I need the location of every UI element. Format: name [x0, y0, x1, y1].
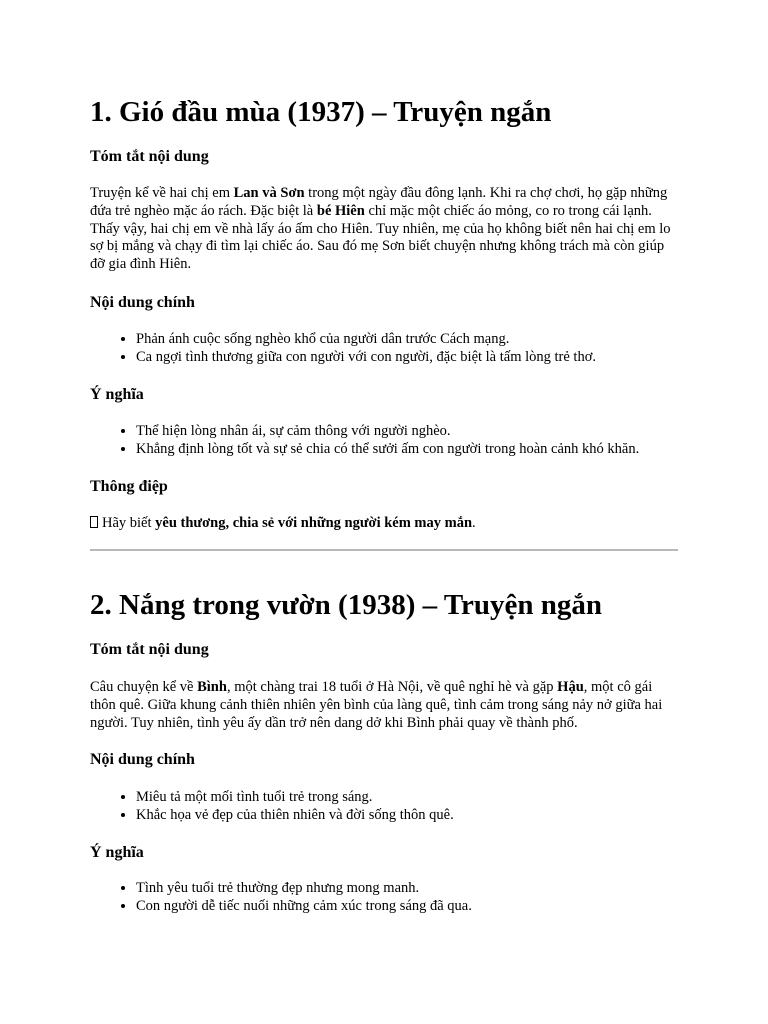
list-item: • Ca ngợi tình thương giữa con người với con người, đặc biệt là tấm lòng trẻ thơ. [136, 349, 596, 367]
summary-bold-text: Bình [197, 679, 227, 695]
section-1-meaning-list [90, 423, 639, 459]
list-item: • Phản ánh cuộc sống nghèo khổ của người dân trước Cách mạng. [136, 331, 596, 349]
section-1-message-heading: Thông điệp [90, 478, 168, 495]
summary-bold-text: Lan và Sơn [233, 185, 305, 201]
section-2-meaning-heading: Ý nghĩa [90, 844, 144, 861]
list-item: • Con người dễ tiếc nuối những cảm xúc trong sáng đã qua. [136, 898, 472, 916]
section-1-content-list [90, 331, 596, 367]
summary-text: Câu chuyện kể về [90, 679, 198, 695]
message-text: Hãy biết [102, 515, 156, 531]
section-1-content-heading: Nội dung chính [90, 294, 195, 311]
summary-text: trong một ngày đầu đông lạnh. Khi ra chợ chơi, họ gặp những đứa trẻ nghèo mặc áo rách. Đặc biệt là [90, 185, 668, 219]
section-2-summary-paragraph [90, 679, 680, 732]
summary-text: , một cô gái thôn quê. Giữa khung cảnh thiên nhiên yên bình của làng quê, tình cảm trong sáng nảy nở giữa hai người. Tuy nhiên, tình yêu ấy dần trở nên dang dở khi Bình phải quay về thành phố. [90, 679, 663, 731]
message-text: . [472, 515, 476, 531]
missing-glyph-icon [90, 516, 98, 528]
section-1-title: 1. Gió đầu mùa (1937) – Truyện ngắn [90, 96, 552, 128]
section-1-summary-paragraph [90, 185, 680, 274]
summary-text: chỉ mặc một chiếc áo mỏng, co ro trong cái lạnh. Thấy vậy, hai chị em về nhà lấy áo ấm cho Hiên. Tuy nhiên, mẹ của họ không biết nên hai chị em lo sợ bị mắng và chạy đi tìm lại chiếc áo. Sau đó mẹ Sơn biết chuyện nhưng không trách mà còn giúp đỡ gia đình Hiên. [90, 202, 671, 273]
section-2-content-heading: Nội dung chính [90, 751, 195, 768]
list-item: • Thể hiện lòng nhân ái, sự cảm thông với người nghèo. [136, 423, 639, 441]
section-1-message-paragraph [90, 515, 476, 533]
list-item: • Khắc họa vẻ đẹp của thiên nhiên và đời sống thôn quê. [136, 807, 454, 825]
section-divider [90, 549, 678, 551]
summary-bold-text: bé Hiên [316, 202, 365, 219]
section-2-title: 2. Nắng trong vườn (1938) – Truyện ngắn [90, 589, 603, 621]
list-item: • Khẳng định lòng tốt và sự sẻ chia có thể sưởi ấm con người trong hoàn cảnh khó khăn. [136, 441, 639, 459]
summary-text: , một chàng trai 18 tuổi ở Hà Nội, về quê nghỉ hè và gặp [226, 679, 558, 695]
section-2-summary-heading: Tóm tắt nội dung [90, 641, 209, 658]
summary-bold-text: Hậu [557, 679, 584, 695]
message-bold-text: yêu thương, chia sẻ với những người kém may mắn [155, 515, 473, 531]
horizontal-rule [90, 549, 678, 551]
summary-text: Truyện kể về hai chị em [90, 185, 234, 201]
section-2-meaning-list [90, 880, 472, 916]
list-item: • Miêu tả một mối tình tuổi trẻ trong sáng. [136, 789, 454, 807]
list-item: • Tình yêu tuổi trẻ thường đẹp nhưng mong manh. [136, 880, 472, 898]
section-2-content-list [90, 789, 454, 825]
section-1-summary-heading: Tóm tắt nội dung [90, 148, 209, 165]
section-1-meaning-heading: Ý nghĩa [90, 386, 144, 403]
